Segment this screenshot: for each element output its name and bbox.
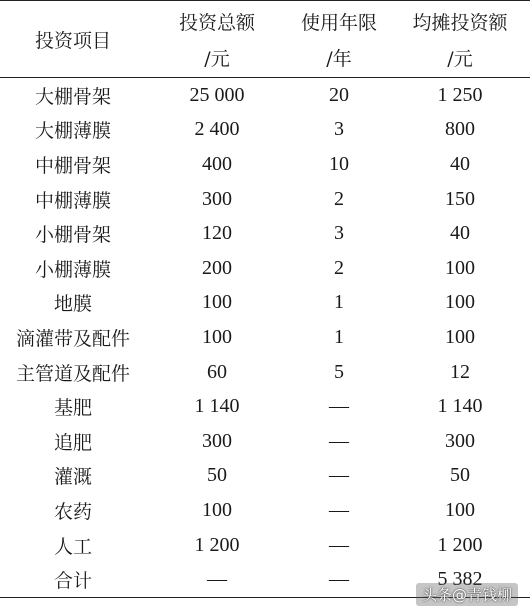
cell-item: 合计 — [0, 562, 146, 597]
table-row — [0, 528, 530, 563]
table-row — [0, 78, 530, 113]
cell-item: 中棚骨架 — [34, 154, 111, 177]
cell-amort: 100 — [445, 325, 475, 348]
cell-total: 50 — [207, 464, 227, 487]
cell-item: 主管道及配件 — [15, 362, 130, 385]
header-total-unit: /元 — [146, 41, 288, 78]
cell-amort: 100 — [445, 498, 475, 521]
cell-years: — — [329, 395, 349, 418]
table-row — [0, 147, 530, 182]
table-header — [0, 1, 530, 78]
cell-years: 5 — [334, 360, 344, 383]
cell-years: 2 — [334, 256, 344, 279]
cell-amort: 100 — [445, 291, 475, 314]
cell-item: 大棚骨架 — [34, 85, 111, 108]
cell-total: — — [146, 562, 288, 597]
cell-years: 3 — [334, 118, 344, 141]
cell-item: 滴灌带及配件 — [15, 327, 130, 350]
cell-amort: 100 — [445, 256, 475, 279]
cell-total: 100 — [202, 291, 232, 314]
cell-item: 大棚薄膜 — [34, 120, 111, 143]
cell-years: 20 — [329, 83, 349, 106]
cell-amort: 50 — [450, 464, 470, 487]
cell-total: 300 — [202, 187, 232, 210]
header-total: 投资总额 — [146, 1, 288, 42]
cell-total: 100 — [202, 498, 232, 521]
cell-item: 中棚薄膜 — [34, 189, 111, 212]
table-row — [0, 459, 530, 494]
cell-years: 10 — [329, 152, 349, 175]
cell-item: 灌溉 — [53, 466, 92, 489]
cell-item: 地膜 — [53, 293, 92, 316]
cell-amort: 40 — [450, 152, 470, 175]
table-row — [0, 493, 530, 528]
cell-total: 120 — [202, 222, 232, 245]
cell-item: 小棚骨架 — [34, 224, 111, 247]
watermark: 头条@青钱柳 — [416, 583, 518, 606]
cell-total: 200 — [202, 256, 232, 279]
cell-years: — — [329, 429, 349, 452]
cell-years: 3 — [334, 222, 344, 245]
cell-item: 小棚薄膜 — [34, 258, 111, 281]
table-row — [0, 355, 530, 390]
cell-amort: 12 — [450, 360, 470, 383]
cell-amort: 1 250 — [437, 83, 483, 106]
header-years-unit: /年 — [288, 41, 390, 78]
table-row — [0, 113, 530, 148]
table-row — [0, 216, 530, 251]
table-body — [0, 78, 530, 598]
cell-amort: 40 — [450, 222, 470, 245]
cell-total: 1 140 — [194, 395, 240, 418]
cell-item: 追肥 — [53, 431, 92, 454]
table-row — [0, 389, 530, 424]
cell-total: 100 — [202, 325, 232, 348]
header-amort-unit: /元 — [390, 41, 530, 78]
cell-years: — — [288, 562, 390, 597]
cell-years: — — [329, 498, 349, 521]
cell-total: 400 — [202, 152, 232, 175]
cell-years: — — [329, 464, 349, 487]
cell-total: 25 000 — [189, 83, 245, 106]
cell-amort: 5 382 — [390, 562, 530, 597]
cell-amort: 800 — [445, 118, 475, 141]
header-amort: 均摊投资额 — [390, 1, 530, 42]
cell-years: — — [329, 533, 349, 556]
table-row — [0, 320, 530, 355]
cell-total: 2 400 — [194, 118, 240, 141]
cell-item: 人工 — [53, 535, 92, 558]
cell-amort: 300 — [445, 429, 475, 452]
table-row — [0, 251, 530, 286]
cell-amort: 1 200 — [437, 533, 483, 556]
table-row — [0, 182, 530, 217]
cell-total: 1 200 — [194, 533, 240, 556]
cell-amort: 150 — [445, 187, 475, 210]
table-row — [0, 286, 530, 321]
cell-total: 300 — [202, 429, 232, 452]
cell-total: 60 — [207, 360, 227, 383]
header-item: 投资项目 — [0, 1, 146, 78]
cell-years: 1 — [334, 325, 344, 348]
cell-amort: 1 140 — [437, 395, 483, 418]
cell-years: 1 — [334, 291, 344, 314]
table-row — [0, 424, 530, 459]
cell-item: 农药 — [53, 500, 92, 523]
cell-years: 2 — [334, 187, 344, 210]
cell-item: 基肥 — [53, 397, 92, 420]
header-years: 使用年限 — [288, 1, 390, 42]
